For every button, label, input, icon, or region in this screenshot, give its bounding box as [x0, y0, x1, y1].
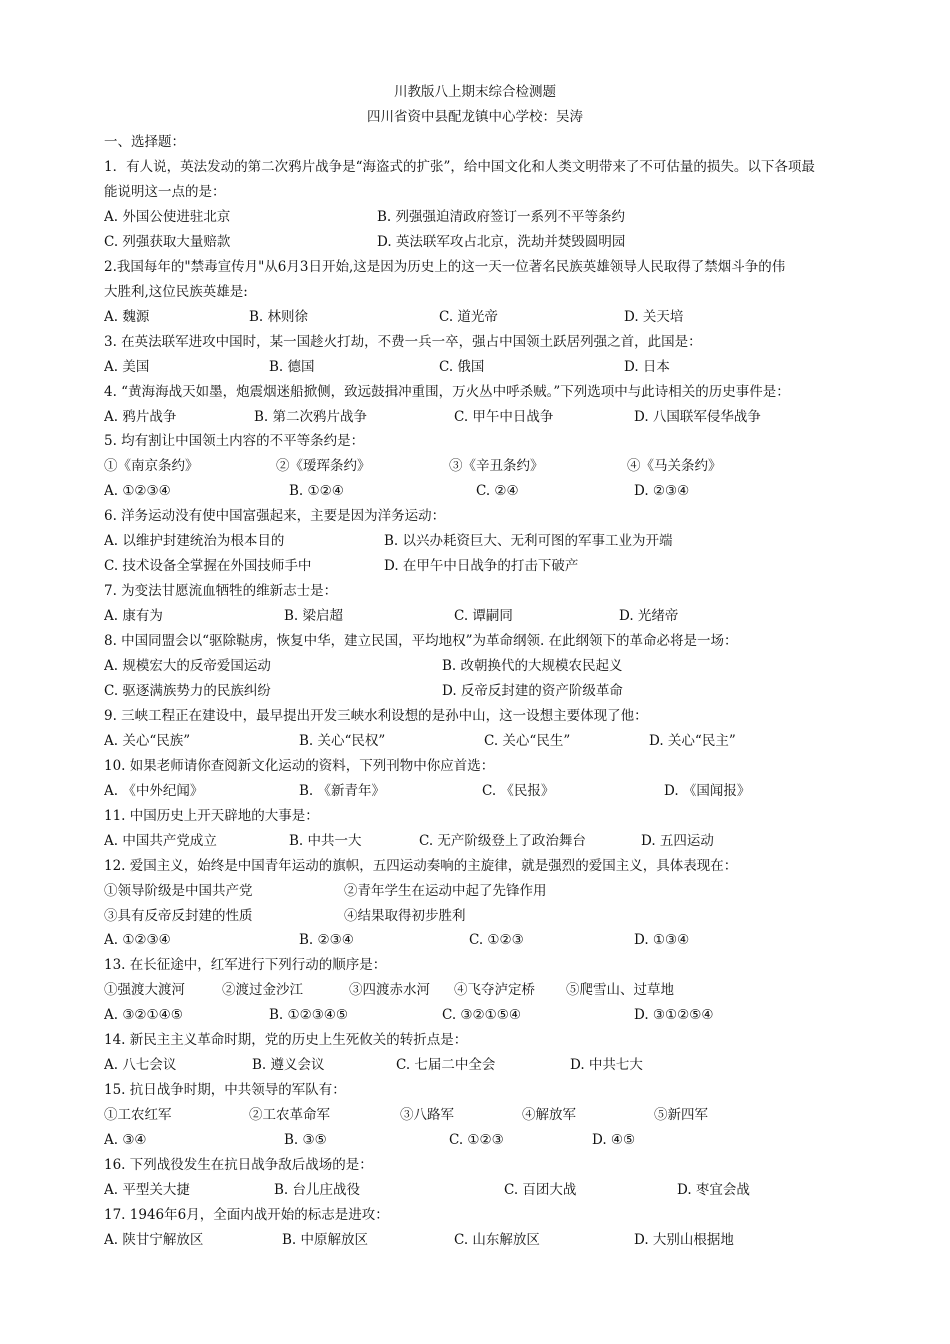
- options-row: [104, 879, 870, 904]
- option-text: A. 鸦片战争: [104, 409, 177, 425]
- option-text: B. 中原解放区: [282, 1232, 369, 1248]
- option-text: ④解放军: [522, 1107, 576, 1123]
- options-row: [104, 1178, 870, 1203]
- options-row: [104, 479, 870, 504]
- option-text: D. 关心“民主”: [649, 733, 736, 749]
- options-row: [104, 928, 870, 953]
- options-row: [104, 230, 870, 255]
- question-stem: 5. 均有割让中国领土内容的不平等条约是：: [104, 433, 365, 449]
- option-text: C. 道光帝: [439, 309, 498, 325]
- option-text: A. 外国公使进驻北京: [104, 209, 231, 225]
- option-text: C. 关心“民生”: [484, 733, 571, 749]
- option-text: D. ②③④: [634, 483, 690, 499]
- option-text: D. 《国闻报》: [664, 783, 751, 799]
- option-text: A. ①②③④: [104, 932, 171, 948]
- option-text: C. 七届二中全会: [396, 1057, 496, 1073]
- option-text: ④飞夺泸定桥: [454, 982, 535, 998]
- option-text: D. 光绪帝: [619, 608, 679, 624]
- option-text: A. ③④: [104, 1132, 147, 1148]
- option-text: A. 康有为: [104, 608, 163, 624]
- option-text: ①领导阶级是中国共产党: [104, 883, 253, 899]
- option-text: C. 山东解放区: [454, 1232, 540, 1248]
- option-text: B. 林则徐: [249, 309, 309, 325]
- option-text: B. 梁启超: [284, 608, 344, 624]
- option-text: A. 关心“民族”: [104, 733, 191, 749]
- options-row: [104, 554, 870, 579]
- option-text: B. 第二次鸦片战争: [254, 409, 368, 425]
- option-text: C. 无产阶级登上了政治舞台: [419, 833, 586, 849]
- question-stem: 16. 下列战役发生在抗日战争敌后战场的是：: [104, 1157, 373, 1173]
- option-text: A. 魏源: [104, 309, 150, 325]
- option-text: A. 以维护封建统治为根本目的: [104, 533, 285, 549]
- options-row: [104, 205, 870, 230]
- option-text: ①《南京条约》: [104, 458, 199, 474]
- option-text: B. 以兴办耗资巨大、无利可图的军事工业为开端: [384, 533, 673, 549]
- question-stem: 17. 1946年6月，全面内战开始的标志是进攻：: [104, 1207, 389, 1223]
- options-row: [104, 679, 870, 704]
- question-stem: 13. 在长征途中，红军进行下列行动的顺序是：: [104, 957, 387, 973]
- option-text: C. 谭嗣同: [454, 608, 513, 624]
- option-text: D. 中共七大: [570, 1057, 643, 1073]
- option-text: A. ③②①④⑤: [104, 1007, 183, 1023]
- question-stem: 15. 抗日战争时期，中共领导的军队有：: [104, 1082, 346, 1098]
- options-row: [104, 529, 870, 554]
- question-stem: 1．有人说，英法发动的第二次鸦片战争是“海盗式的扩张”，给中国文化和人类文明带来了不可估量的损失。以下各项最: [104, 159, 815, 175]
- exam-title: 川教版八上期末综合检测题: [394, 84, 556, 100]
- option-text: B. 德国: [269, 359, 315, 375]
- option-text: D. 英法联军攻占北京，洗劫并焚毁圆明园: [377, 234, 626, 250]
- option-text: A. 规模宏大的反帝爱国运动: [104, 658, 271, 674]
- option-text: A. ①②③④: [104, 483, 171, 499]
- options-row: [104, 1003, 870, 1028]
- option-text: D. ①③④: [634, 932, 690, 948]
- options-row: [104, 978, 870, 1003]
- option-text: B. ③⑤: [284, 1132, 327, 1148]
- option-text: B. 《新青年》: [299, 783, 386, 799]
- option-text: A. 美国: [104, 359, 150, 375]
- option-text: B. 关心“民权”: [299, 733, 386, 749]
- option-text: C. 甲午中日战争: [454, 409, 554, 425]
- option-text: C. 百团大战: [504, 1182, 577, 1198]
- question-stem: 大胜利,这位民族英雄是:: [104, 284, 248, 300]
- question-stem: 4. “黄海海战天如墨，炮震烟迷船掀侧，致远鼓揖冲重围，万火丛中呼杀贼。”下列选项中与此诗相关的历史事件是：: [104, 384, 790, 400]
- option-text: C. 驱逐满族势力的民族纠纷: [104, 683, 271, 699]
- option-text: C. ①②③: [469, 932, 524, 948]
- option-text: C. ①②③: [449, 1132, 504, 1148]
- option-text: C. 俄国: [439, 359, 485, 375]
- options-row: [104, 779, 870, 804]
- option-text: ⑤新四军: [654, 1107, 708, 1123]
- option-text: ②青年学生在运动中起了先锋作用: [344, 883, 547, 899]
- option-text: ③具有反帝反封建的性质: [104, 908, 253, 924]
- option-text: C. 技术设备全掌握在外国技师手中: [104, 558, 312, 574]
- option-text: D. 八国联军侵华战争: [634, 409, 761, 425]
- question-stem: 9. 三峡工程正在建设中，最早提出开发三峡水利设想的是孙中山，这一设想主要体现了他：: [104, 708, 648, 724]
- option-text: C. 《民报》: [482, 783, 555, 799]
- options-row: [104, 305, 870, 330]
- option-text: D. 日本: [624, 359, 670, 375]
- option-text: D. ③①②⑤④: [634, 1007, 714, 1023]
- options-row: [104, 1228, 870, 1253]
- section-heading: 一、选择题：: [104, 134, 185, 150]
- option-text: ④结果取得初步胜利: [344, 908, 466, 924]
- option-text: B. 列强强迫清政府签订一系列不平等条约: [377, 209, 626, 225]
- options-row: [104, 1103, 870, 1128]
- options-row: [104, 1128, 870, 1153]
- option-text: ①工农红军: [104, 1107, 172, 1123]
- exam-author: 四川省资中县配龙镇中心学校：吴涛: [367, 109, 583, 125]
- option-text: B. 中共一大: [289, 833, 362, 849]
- options-row: [104, 355, 870, 380]
- question-stem: 6. 洋务运动没有使中国富强起来，主要是因为洋务运动：: [104, 508, 446, 524]
- option-text: D. 枣宜会战: [677, 1182, 750, 1198]
- question-stem: 8. 中国同盟会以“驱除鞑虏，恢复中华，建立民国，平均地权”为革命纲领. 在此纲领下的革命必将是一场：: [104, 633, 738, 649]
- option-text: A. 中国共产党成立: [104, 833, 217, 849]
- question-stem: 11. 中国历史上开天辟地的大事是：: [104, 808, 319, 824]
- option-text: ⑤爬雪山、过草地: [566, 982, 674, 998]
- options-row: [104, 1053, 870, 1078]
- option-text: ④《马关条约》: [627, 458, 722, 474]
- options-row: [104, 729, 870, 754]
- question-stem: 10. 如果老师请你查阅新文化运动的资料，下列刊物中你应首选：: [104, 758, 495, 774]
- option-text: A. 八七会议: [104, 1057, 177, 1073]
- option-text: ②渡过金沙江: [222, 982, 303, 998]
- option-text: A. 《中外纪闻》: [104, 783, 204, 799]
- option-text: ③《辛丑条约》: [449, 458, 544, 474]
- option-text: C. ③②①⑤④: [442, 1007, 521, 1023]
- option-text: B. ①②④: [289, 483, 344, 499]
- question-stem: 能说明这一点的是：: [104, 184, 226, 200]
- options-row: [104, 405, 870, 430]
- question-stem: 12. 爱国主义，始终是中国青年运动的旗帜，五四运动奏响的主旋律，就是强烈的爱国主义，具体表现在：: [104, 858, 738, 874]
- option-text: A. 平型关大捷: [104, 1182, 190, 1198]
- option-text: D. 反帝反封建的资产阶级革命: [442, 683, 623, 699]
- option-text: C. 列强获取大量赔款: [104, 234, 231, 250]
- option-text: ③八路军: [400, 1107, 454, 1123]
- option-text: B. 台儿庄战役: [274, 1182, 361, 1198]
- option-text: ③四渡赤水河: [349, 982, 430, 998]
- options-row: [104, 654, 870, 679]
- option-text: C. ②④: [476, 483, 519, 499]
- option-text: B. ②③④: [299, 932, 354, 948]
- options-row: [104, 904, 870, 929]
- option-text: B. 遵义会议: [252, 1057, 325, 1073]
- question-stem: 2.我国每年的"禁毒宣传月"从6月3日开始,这是因为历史上的这一天一位著名民族英雄领导人民取得了禁烟斗争的伟: [104, 259, 786, 275]
- options-row: [104, 829, 870, 854]
- options-row: [104, 604, 870, 629]
- question-stem: 7. 为变法甘愿流血牺牲的维新志士是：: [104, 583, 338, 599]
- option-text: B. 改朝换代的大规模农民起义: [442, 658, 623, 674]
- option-text: D. 在甲午中日战争的打击下破产: [384, 558, 579, 574]
- option-text: D. 五四运动: [641, 833, 714, 849]
- option-text: B. ①②③④⑤: [269, 1007, 349, 1023]
- question-stem: 14. 新民主主义革命时期，党的历史上生死攸关的转折点是：: [104, 1032, 468, 1048]
- option-text: ①强渡大渡河: [104, 982, 185, 998]
- question-stem: 3. 在英法联军进攻中国时，某一国趁火打劫，不费一兵一卒，强占中国领土跃居列强之首，此国是：: [104, 334, 702, 350]
- option-text: ②工农革命军: [249, 1107, 330, 1123]
- option-text: A. 陕甘宁解放区: [104, 1232, 204, 1248]
- options-row: [104, 454, 870, 479]
- option-text: D. ④⑤: [592, 1132, 636, 1148]
- option-text: ②《瑷珲条约》: [276, 458, 371, 474]
- option-text: D. 关天培: [624, 309, 684, 325]
- option-text: D. 大别山根据地: [634, 1232, 734, 1248]
